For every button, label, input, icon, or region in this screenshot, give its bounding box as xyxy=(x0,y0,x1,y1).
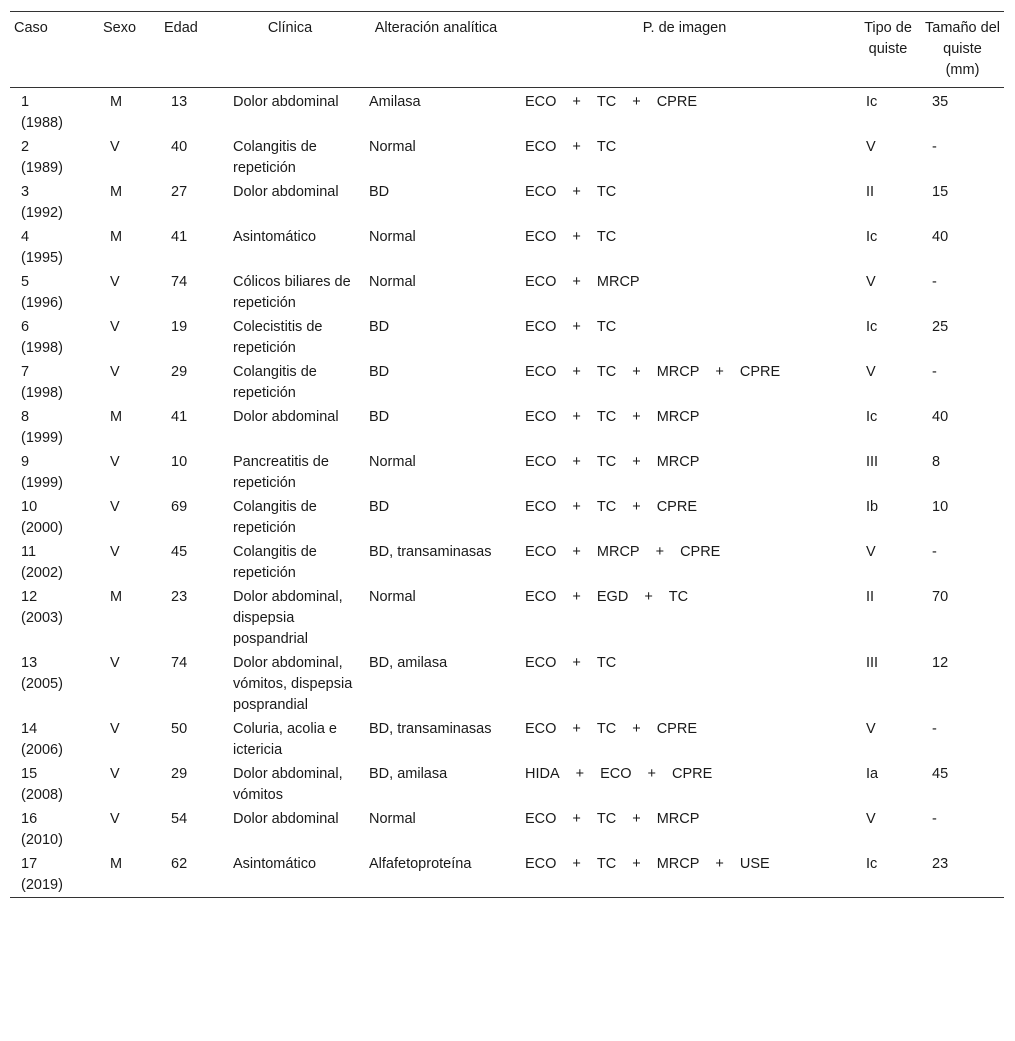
cell-clinica: Dolor abdominal xyxy=(233,409,339,425)
cell-clinica: Colangitis de repetición xyxy=(233,364,317,401)
caso-number: 11 xyxy=(21,544,37,560)
plus-sign: + xyxy=(572,319,581,335)
cell-tamano: 45 xyxy=(932,766,949,782)
caso-year: (1999) xyxy=(21,475,63,491)
cell-tamano: - xyxy=(932,274,937,290)
cell-sexo: M xyxy=(110,94,123,110)
caso-year: (2008) xyxy=(21,787,63,803)
table-row xyxy=(10,585,1004,651)
caso-number: 8 xyxy=(21,409,30,425)
caso-number: 5 xyxy=(21,274,30,290)
cell-clinica: Dolor abdominal xyxy=(233,94,339,110)
cell-sexo: V xyxy=(110,544,120,560)
imaging-test: CPRE xyxy=(656,499,697,515)
cell-sexo: V xyxy=(110,499,120,515)
cell-edad: 41 xyxy=(171,409,188,425)
imaging-test: TC xyxy=(596,184,617,200)
imaging-test: ECO xyxy=(525,589,557,605)
imaging-test: MRCP xyxy=(656,811,700,827)
cell-edad: 23 xyxy=(171,589,188,605)
table-row xyxy=(10,852,1004,898)
imaging-test: EGD xyxy=(596,589,629,605)
plus-sign: + xyxy=(572,364,581,380)
imaging-test: ECO xyxy=(525,409,557,425)
imaging-test: MRCP xyxy=(656,856,700,872)
table-header xyxy=(10,12,1004,88)
header-imagen: P. de imagen xyxy=(642,20,727,36)
caso-year: (2002) xyxy=(21,565,63,581)
cell-edad: 45 xyxy=(171,544,188,560)
plus-sign: + xyxy=(575,766,585,782)
cell-clinica: Pancreatitis de repetición xyxy=(233,454,329,491)
plus-sign: + xyxy=(632,409,641,425)
table-row xyxy=(10,360,1004,405)
table-row xyxy=(10,651,1004,717)
cell-tipo: V xyxy=(866,721,876,737)
imaging-test: TC xyxy=(596,454,617,470)
imaging-test: TC xyxy=(596,319,617,335)
cell-tipo: Ic xyxy=(866,319,878,335)
caso-number: 10 xyxy=(21,499,38,515)
table-row xyxy=(10,762,1004,807)
cell-edad: 10 xyxy=(171,454,188,470)
caso-year: (1998) xyxy=(21,385,63,401)
plus-sign: + xyxy=(632,364,641,380)
table-row xyxy=(10,225,1004,270)
imaging-test: ECO xyxy=(525,229,557,245)
cell-tipo: Ic xyxy=(866,409,878,425)
table-row xyxy=(10,540,1004,585)
cell-caso xyxy=(10,315,99,360)
caso-year: (2010) xyxy=(21,832,63,848)
cell-tipo: III xyxy=(866,655,879,671)
imaging-test: ECO xyxy=(525,274,557,290)
table-row xyxy=(10,495,1004,540)
cell-sexo: M xyxy=(110,409,123,425)
cell-imagen xyxy=(514,762,855,807)
caso-year: (1998) xyxy=(21,340,63,356)
cell-edad: 40 xyxy=(171,139,188,155)
cell-alteracion: BD, transaminasas xyxy=(369,721,492,737)
cell-alteracion: Normal xyxy=(369,811,416,827)
cell-imagen xyxy=(514,88,855,136)
header-alteracion: Alteración analítica xyxy=(374,20,498,36)
imaging-test: ECO xyxy=(525,499,557,515)
cell-clinica: Dolor abdominal, vómitos xyxy=(233,766,343,803)
imaging-test: ECO xyxy=(525,454,557,470)
cell-edad: 29 xyxy=(171,766,188,782)
plus-sign: + xyxy=(647,766,657,782)
cell-alteracion: BD xyxy=(369,499,390,515)
plus-sign: + xyxy=(632,856,641,872)
cell-imagen xyxy=(514,717,855,762)
cell-caso xyxy=(10,807,99,852)
plus-sign: + xyxy=(572,544,581,560)
caso-year: (2006) xyxy=(21,742,63,758)
caso-number: 6 xyxy=(21,319,30,335)
cell-clinica: Dolor abdominal, dispepsia pospandrial xyxy=(233,589,343,647)
cell-tipo: III xyxy=(866,454,879,470)
cell-clinica: Dolor abdominal, vómitos, dispepsia posprandial xyxy=(233,655,353,713)
cell-sexo: M xyxy=(110,856,123,872)
cell-tamano: 12 xyxy=(932,655,949,671)
cell-sexo: M xyxy=(110,589,123,605)
plus-sign: + xyxy=(572,139,581,155)
imaging-test: ECO xyxy=(525,544,557,560)
imaging-test: TC xyxy=(596,94,617,110)
cell-tipo: Ia xyxy=(866,766,879,782)
plus-sign: + xyxy=(632,454,641,470)
cell-caso xyxy=(10,717,99,762)
cell-caso xyxy=(10,270,99,315)
cell-alteracion: Amilasa xyxy=(369,94,421,110)
caso-number: 1 xyxy=(21,94,30,110)
imaging-test: TC xyxy=(668,589,689,605)
cell-tamano: - xyxy=(932,139,937,155)
cell-tipo: V xyxy=(866,364,876,380)
imaging-test: CPRE xyxy=(680,544,721,560)
cell-tamano: 15 xyxy=(932,184,949,200)
caso-year: (2003) xyxy=(21,610,63,626)
imaging-test: TC xyxy=(596,409,617,425)
cell-clinica: Colecistitis de repetición xyxy=(233,319,323,356)
cell-tamano: - xyxy=(932,544,937,560)
cell-tipo: Ic xyxy=(866,229,878,245)
cell-caso xyxy=(10,405,99,450)
table-row xyxy=(10,405,1004,450)
cell-sexo: V xyxy=(110,319,120,335)
caso-number: 2 xyxy=(21,139,30,155)
cell-imagen xyxy=(514,315,855,360)
cell-edad: 62 xyxy=(171,856,188,872)
cell-alteracion: Normal xyxy=(369,274,416,290)
imaging-test: TC xyxy=(596,499,617,515)
cell-tipo: V xyxy=(866,811,876,827)
caso-year: (2019) xyxy=(21,877,63,893)
table-row xyxy=(10,315,1004,360)
cell-imagen xyxy=(514,405,855,450)
cell-imagen xyxy=(514,585,855,651)
header-row xyxy=(10,12,1004,88)
cell-clinica: Asintomático xyxy=(233,856,317,872)
caso-number: 7 xyxy=(21,364,30,380)
cell-caso xyxy=(10,135,99,180)
cell-edad: 54 xyxy=(171,811,188,827)
caso-year: (1995) xyxy=(21,250,63,266)
cell-sexo: V xyxy=(110,811,120,827)
table-row xyxy=(10,717,1004,762)
plus-sign: + xyxy=(572,454,581,470)
cell-sexo: V xyxy=(110,766,120,782)
cell-edad: 27 xyxy=(171,184,188,200)
cell-imagen xyxy=(514,225,855,270)
cell-clinica: Asintomático xyxy=(233,229,317,245)
cell-tamano: - xyxy=(932,364,937,380)
cell-alteracion: Alfafetoproteína xyxy=(369,856,472,872)
caso-number: 17 xyxy=(21,856,38,872)
cell-caso xyxy=(10,88,99,136)
cell-imagen xyxy=(514,651,855,717)
plus-sign: + xyxy=(655,544,665,560)
caso-year: (1996) xyxy=(21,295,63,311)
cell-alteracion: BD xyxy=(369,409,390,425)
cell-tamano: 8 xyxy=(932,454,941,470)
cell-caso xyxy=(10,585,99,651)
cell-edad: 74 xyxy=(171,274,188,290)
table-row xyxy=(10,180,1004,225)
cell-caso xyxy=(10,450,99,495)
cell-edad: 69 xyxy=(171,499,188,515)
imaging-test: TC xyxy=(596,856,617,872)
caso-number: 16 xyxy=(21,811,38,827)
table-row xyxy=(10,270,1004,315)
cell-sexo: V xyxy=(110,274,120,290)
plus-sign: + xyxy=(632,721,641,737)
cell-tamano: 40 xyxy=(932,229,949,245)
header-edad: Edad xyxy=(164,20,198,36)
cell-tipo: V xyxy=(866,139,876,155)
caso-number: 3 xyxy=(21,184,30,200)
cell-imagen xyxy=(514,852,855,898)
cell-alteracion: Normal xyxy=(369,454,416,470)
cell-imagen xyxy=(514,180,855,225)
cell-alteracion: Normal xyxy=(369,139,416,155)
table-row xyxy=(10,807,1004,852)
cell-tipo: V xyxy=(866,544,876,560)
caso-year: (2000) xyxy=(21,520,63,536)
imaging-test: MRCP xyxy=(596,274,640,290)
cell-edad: 19 xyxy=(171,319,188,335)
header-clinica: Clínica xyxy=(267,20,313,36)
cell-imagen xyxy=(514,450,855,495)
cell-imagen xyxy=(514,540,855,585)
cell-clinica: Colangitis de repetición xyxy=(233,139,317,176)
caso-number: 14 xyxy=(21,721,38,737)
caso-year: (1992) xyxy=(21,205,63,221)
cell-caso xyxy=(10,852,99,898)
cell-tipo: Ib xyxy=(866,499,879,515)
plus-sign: + xyxy=(572,856,581,872)
imaging-test: TC xyxy=(596,721,617,737)
cell-edad: 50 xyxy=(171,721,188,737)
cell-tipo: Ic xyxy=(866,94,878,110)
cell-tipo: Ic xyxy=(866,856,878,872)
header-tipo: Tipo de quiste xyxy=(864,20,912,57)
imaging-test: TC xyxy=(596,139,617,155)
imaging-test: HIDA xyxy=(525,766,560,782)
cell-caso xyxy=(10,180,99,225)
cell-clinica: Dolor abdominal xyxy=(233,811,339,827)
imaging-test: CPRE xyxy=(656,94,697,110)
cell-clinica: Coluria, acolia e ictericia xyxy=(233,721,337,758)
imaging-test: ECO xyxy=(525,811,557,827)
cell-tamano: 40 xyxy=(932,409,949,425)
caso-number: 9 xyxy=(21,454,30,470)
cell-caso xyxy=(10,651,99,717)
cell-clinica: Colangitis de repetición xyxy=(233,544,317,581)
imaging-test: CPRE xyxy=(672,766,713,782)
imaging-test: ECO xyxy=(525,94,557,110)
cell-alteracion: BD xyxy=(369,364,390,380)
cell-edad: 74 xyxy=(171,655,188,671)
cases-table xyxy=(10,11,1004,898)
imaging-test: MRCP xyxy=(596,544,640,560)
cell-alteracion: BD, amilasa xyxy=(369,655,448,671)
cell-caso xyxy=(10,762,99,807)
cell-tamano: 35 xyxy=(932,94,949,110)
caso-year: (1988) xyxy=(21,115,63,131)
cell-imagen xyxy=(514,135,855,180)
cell-alteracion: BD xyxy=(369,319,390,335)
imaging-test: ECO xyxy=(525,319,557,335)
cell-clinica: Colangitis de repetición xyxy=(233,499,317,536)
cell-alteracion: Normal xyxy=(369,589,416,605)
cell-clinica: Dolor abdominal xyxy=(233,184,339,200)
table-row xyxy=(10,135,1004,180)
cell-caso xyxy=(10,360,99,405)
plus-sign: + xyxy=(715,364,724,380)
cell-sexo: V xyxy=(110,655,120,671)
plus-sign: + xyxy=(715,856,724,872)
imaging-test: USE xyxy=(739,856,770,872)
cell-sexo: V xyxy=(110,454,120,470)
cell-tamano: 25 xyxy=(932,319,949,335)
plus-sign: + xyxy=(572,229,581,245)
plus-sign: + xyxy=(572,811,581,827)
cell-tipo: II xyxy=(866,184,875,200)
imaging-test: ECO xyxy=(525,721,557,737)
cell-imagen xyxy=(514,360,855,405)
plus-sign: + xyxy=(572,184,581,200)
cell-caso xyxy=(10,540,99,585)
plus-sign: + xyxy=(572,274,581,290)
cell-imagen xyxy=(514,270,855,315)
imaging-test: ECO xyxy=(525,184,557,200)
imaging-test: TC xyxy=(596,229,617,245)
cell-edad: 41 xyxy=(171,229,188,245)
imaging-test: CPRE xyxy=(656,721,697,737)
cell-clinica: Cólicos biliares de repetición xyxy=(233,274,351,311)
plus-sign: + xyxy=(572,589,581,605)
cell-tamano: - xyxy=(932,721,937,737)
plus-sign: + xyxy=(572,94,581,110)
table-body xyxy=(10,88,1004,898)
table-row xyxy=(10,450,1004,495)
imaging-test: MRCP xyxy=(656,454,700,470)
cell-alteracion: Normal xyxy=(369,229,416,245)
imaging-test: MRCP xyxy=(656,364,700,380)
imaging-test: CPRE xyxy=(739,364,781,380)
header-sexo: Sexo xyxy=(103,20,137,36)
plus-sign: + xyxy=(632,94,641,110)
imaging-test: TC xyxy=(596,655,617,671)
cell-sexo: V xyxy=(110,721,120,737)
cell-sexo: M xyxy=(110,184,123,200)
cell-sexo: V xyxy=(110,139,120,155)
cell-caso xyxy=(10,225,99,270)
plus-sign: + xyxy=(632,499,641,515)
cell-imagen xyxy=(514,807,855,852)
caso-number: 13 xyxy=(21,655,38,671)
plus-sign: + xyxy=(572,499,581,515)
cell-alteracion: BD, amilasa xyxy=(369,766,448,782)
plus-sign: + xyxy=(572,655,581,671)
caso-year: (1989) xyxy=(21,160,63,176)
cell-tamano: 70 xyxy=(932,589,949,605)
caso-number: 4 xyxy=(21,229,30,245)
imaging-test: ECO xyxy=(525,856,557,872)
cell-tipo: V xyxy=(866,274,876,290)
imaging-test: TC xyxy=(596,811,617,827)
imaging-test: TC xyxy=(596,364,617,380)
table-row xyxy=(10,88,1004,136)
imaging-test: MRCP xyxy=(656,409,700,425)
header-caso: Caso xyxy=(14,20,48,36)
cell-sexo: V xyxy=(110,364,120,380)
caso-number: 12 xyxy=(21,589,38,605)
cell-caso xyxy=(10,495,99,540)
plus-sign: + xyxy=(572,721,581,737)
cell-sexo: M xyxy=(110,229,123,245)
imaging-test: ECO xyxy=(525,364,557,380)
cell-tamano: 23 xyxy=(932,856,949,872)
cell-edad: 29 xyxy=(171,364,188,380)
caso-number: 15 xyxy=(21,766,38,782)
imaging-test: ECO xyxy=(525,655,557,671)
cell-tamano: 10 xyxy=(932,499,949,515)
cell-alteracion: BD xyxy=(369,184,390,200)
plus-sign: + xyxy=(572,409,581,425)
caso-year: (1999) xyxy=(21,430,63,446)
cell-imagen xyxy=(514,495,855,540)
cell-tamano: - xyxy=(932,811,937,827)
cell-alteracion: BD, transaminasas xyxy=(369,544,492,560)
imaging-test: ECO xyxy=(525,139,557,155)
caso-year: (2005) xyxy=(21,676,63,692)
plus-sign: + xyxy=(644,589,653,605)
cell-edad: 13 xyxy=(171,94,188,110)
header-tamano: Tamaño del quiste (mm) xyxy=(925,20,1000,78)
cell-tipo: II xyxy=(866,589,875,605)
plus-sign: + xyxy=(632,811,641,827)
imaging-test: ECO xyxy=(600,766,632,782)
